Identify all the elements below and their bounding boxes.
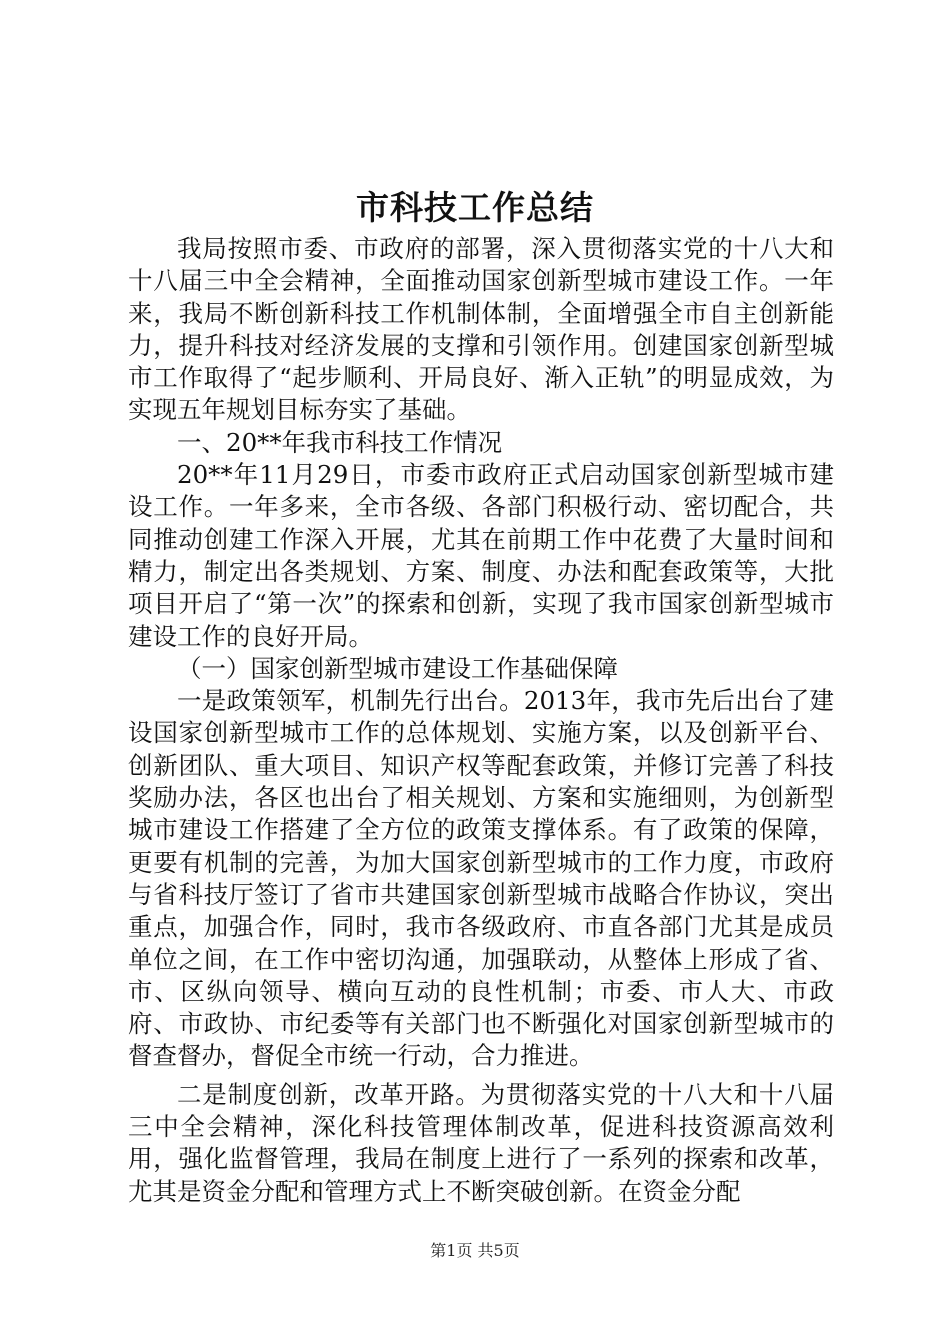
paragraph-reform: 二是制度创新，改革开路。为贯彻落实党的十八大和十八届三中全会精神，深化科技管理体制改革，促进科技资源高效利用，强化监督管理，我局在制度上进行了一系列的探索和改革，尤其是资金分配和管理方式上不断突破创新。在资金分配 [128, 1079, 834, 1206]
paragraph-intro: 我局按照市委、市政府的部署，深入贯彻落实党的十八大和十八届三中全会精神，全面推动国家创新型城市建设工作。一年来，我局不断创新科技工作机制体制，全面增强全市自主创新能力，提升科技对经济发展的支撑和引领作用。创建国家创新型城市工作取得了“起步顺利、开局良好、渐入正轨”的明显成效，为实现五年规划目标夯实了基础。 [128, 234, 834, 425]
paragraph-section-1: 20**年11月29日，市委市政府正式启动国家创新型城市建设工作。一年多来，全市各级、各部门积极行动、密切配合，共同推动创建工作深入开展，尤其在前期工作中花费了大量时间和精力，制定出各类规划、方案、制度、办法和配套政策等，大批项目开启了“第一次”的探索和创新，实现了我市国家创新型城市建设工作的良好开局。 [128, 460, 834, 651]
document-body [128, 233, 834, 1208]
section-heading-1: 一、20**年我市科技工作情况 [177, 427, 503, 457]
document-title: 市科技工作总结 [356, 188, 594, 227]
page-number: 第1页 共5页 [430, 1241, 520, 1260]
paragraph-policy: 一是政策领军，机制先行出台。2013年，我市先后出台了建设国家创新型城市工作的总体规划、实施方案，以及创新平台、创新团队、重大项目、知识产权等配套政策，并修订完善了科技奖励办法，各区也出台了相关规划、方案和实施细则，为创新型城市建设工作搭建了全方位的政策支撑体系。有了政策的保障，更要有机制的完善，为加大国家创新型城市的工作力度，市政府与省科技厅签订了省市共建国家创新型城市战略合作协议，突出重点，加强合作，同时，我市各级政府、市直各部门尤其是成员单位之间，在工作中密切沟通，加强联动，从整体上形成了省、市、区纵向领导、横向互动的良性机制；市委、市人大、市政府、市政协、市纪委等有关部门也不断强化对国家创新型城市的督查督办，督促全市统一行动，合力推进。 [128, 686, 834, 1071]
subsection-heading-1: （一）国家创新型城市建设工作基础保障 [177, 653, 618, 683]
